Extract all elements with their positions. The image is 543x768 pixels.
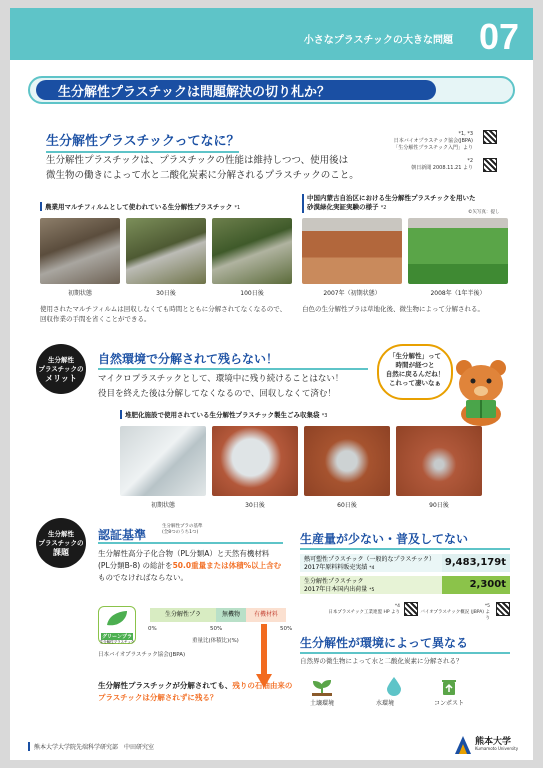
production-heading: 生産量が少ない・普及してない xyxy=(300,532,469,546)
university-emblem-icon xyxy=(453,734,473,756)
production-ref: *5 xyxy=(369,588,375,593)
mulch-photo-initial xyxy=(40,218,120,284)
issue-line: (PL分類B-8) の総計を xyxy=(98,561,173,570)
what-line: 生分解性プラスチックは、プラスチックの性能は維持しつつ、使用後は xyxy=(46,155,349,166)
university-name-en: Kumamoto University xyxy=(475,746,519,751)
merit-badge-line: 生分解性 xyxy=(48,356,74,364)
compost-photo-90days xyxy=(396,426,482,496)
mulch-photo-30days xyxy=(126,218,206,284)
production-value: 2,300t xyxy=(442,576,510,594)
production-value: 9,483,179t xyxy=(442,554,510,572)
poster xyxy=(10,8,533,760)
soil-plant-icon xyxy=(310,678,334,696)
production-ref-line: *4 xyxy=(394,604,400,609)
issue-badge-line: プラスチックの xyxy=(38,539,84,547)
qr-code[interactable] xyxy=(483,130,497,144)
ratio-segment-inorganic: 無機物 xyxy=(216,608,246,622)
compost-label: 60日後 xyxy=(337,502,357,509)
section-heading-what: 生分解性プラスチックってなに？ xyxy=(46,130,239,153)
greenpla-sub: 生分解性プラスチック xyxy=(99,640,135,644)
down-arrow-icon xyxy=(256,624,272,688)
conclusion-line: 生分解性プラスチックが分解されても、 xyxy=(98,681,233,690)
qr-code[interactable] xyxy=(496,602,510,616)
desert-photo-credit: ©矢写真：提し xyxy=(468,210,500,215)
series-title: 小さなプラスチックの大きな問題 xyxy=(303,35,453,46)
desert-caption-line: 砂漠緑化実証実験の様子 xyxy=(307,203,379,211)
merit-badge xyxy=(36,344,86,394)
environment-water-label: 水環境 xyxy=(376,700,395,707)
ref-line: *1, *3 xyxy=(458,131,473,137)
production-row-label xyxy=(304,578,444,595)
compost-caption xyxy=(120,410,327,419)
ratio-tick: 50% xyxy=(280,626,293,632)
production-heading-rule xyxy=(300,548,510,550)
mulch-note xyxy=(40,304,300,324)
production-label-line: 2017年日本国内出荷量 xyxy=(304,586,368,593)
issue-line: 生分解性高分子化合物（PL分類A）と天然有機材料 xyxy=(98,549,270,558)
issue-note-line: 生分解性プラの基準 xyxy=(162,524,203,529)
ref-line: 日本バイオプラスチック協会(JBPA) xyxy=(393,138,473,144)
issue-text xyxy=(98,548,298,584)
desert-photo-2007 xyxy=(302,218,402,284)
compost-label: 30日後 xyxy=(245,502,265,509)
issue-heading-note xyxy=(162,524,203,536)
issue-badge xyxy=(36,518,86,568)
mulch-label: 100日後 xyxy=(240,290,264,297)
bubble-line: 自然に戻るんだね！ xyxy=(385,370,445,378)
conclusion-highlight: プラスチックは分解されずに残る？ xyxy=(98,693,218,702)
ratio-segment-organic: 有機材料 xyxy=(246,608,286,622)
title-bar xyxy=(28,76,515,104)
ref-line: 「生分解性プラスチック入門」より xyxy=(393,145,473,151)
issue-badge-line: 生分解性 xyxy=(48,530,74,538)
compost-label: 初期状態 xyxy=(150,502,175,509)
production-ref-line: *5 xyxy=(484,604,490,609)
ratio-segment-biopla: 生分解性プラ xyxy=(150,608,216,622)
ratio-tick: 50% xyxy=(210,626,223,632)
issue-note-line: (全8つのうち1つ) xyxy=(162,530,199,535)
mulch-label: 30日後 xyxy=(156,290,176,297)
production-label-line: 生分解性プラスチック xyxy=(304,578,364,585)
merit-line: マイクロプラスチックとして、環境中に残り続けることはない！ xyxy=(98,374,344,384)
merit-heading: 自然環境で分解されて残らない！ xyxy=(98,352,279,366)
compost-bin-icon xyxy=(440,676,458,696)
environment-soil-label: 土壌環境 xyxy=(310,700,335,707)
environment-heading-rule xyxy=(300,652,510,654)
compost-caption-text: 堆肥化施設で使用されている生分解性プラスチック製生ごみ収集袋 xyxy=(125,411,320,419)
desert-ref: *2 xyxy=(380,205,387,211)
production-ref: *4 xyxy=(369,566,375,571)
desert-caption xyxy=(302,194,475,213)
desert-note: 白色の生分解性プラは草地化後、微生物によって分解される。 xyxy=(302,305,484,313)
compost-label: 90日後 xyxy=(429,502,449,509)
header-band xyxy=(10,8,533,60)
university-logo xyxy=(453,734,519,756)
qr-code[interactable] xyxy=(483,158,497,172)
production-ref-line: 日本プラスチック工業連盟 HP より xyxy=(328,610,400,615)
university-name: 熊本大学 xyxy=(475,737,512,747)
merit-badge-line: メリット xyxy=(45,374,77,383)
what-line: 微生物の働きによって水と二酸化炭素に分解されるプラスチックのこと。 xyxy=(46,170,359,181)
mulch-note-line: 使用されたマルチフィルムは回収しなくても時間とともに分解されてなくなるので、 xyxy=(40,305,287,313)
compost-ref: *3 xyxy=(321,413,328,419)
desert-caption-line: 中国内蒙古自治区における生分解性プラスチックを用いた xyxy=(307,194,476,202)
environment-heading: 生分解性が環境によって異なる xyxy=(300,636,469,650)
desert-label: 2008年（1年半後） xyxy=(430,290,486,297)
conclusion-highlight: 残りの石油由来の xyxy=(232,681,293,690)
jbpa-label: 日本バイオプラスチック協会(JBPA) xyxy=(98,652,186,658)
refs-top xyxy=(393,131,473,172)
ref-line: *2 xyxy=(467,158,473,164)
compost-photo-60days xyxy=(304,426,390,496)
ratio-axis-label: 重量比(体積比)(%) xyxy=(192,638,239,644)
merit-line: 役目を終えた後は分解してなくなるので、回収しなくて済む！ xyxy=(98,389,336,399)
mulch-caption xyxy=(40,202,240,211)
issue-highlight: 50.0重量または体積%以上含む xyxy=(172,561,282,570)
environment-compost-label: コンポスト xyxy=(434,700,465,707)
production-row xyxy=(300,576,510,594)
production-ref-left xyxy=(300,604,400,616)
mulch-note-line: 回収作業の手間を省くことができる。 xyxy=(40,315,151,323)
leaf-icon xyxy=(99,607,135,629)
mulch-ref: *1 xyxy=(234,205,241,211)
mulch-caption-text: 農業用マルチフィルムとして使われている生分解性プラスチック xyxy=(45,203,233,211)
production-label-line: 2017年原料料販売実績 xyxy=(304,564,368,571)
water-drop-icon xyxy=(386,676,402,696)
compost-photo-30days xyxy=(212,426,298,496)
issue-badge-line: 課題 xyxy=(53,548,69,557)
production-ref-line: バイオプラスチック概況 (JBPA) より xyxy=(420,610,490,621)
compost-photo-initial xyxy=(120,426,206,496)
production-row-label xyxy=(304,556,444,573)
footer-lab-name: 熊本大学大学院先端科学研究部 中田研究室 xyxy=(28,742,154,751)
qr-code[interactable] xyxy=(404,602,418,616)
mulch-label: 初期状態 xyxy=(67,290,92,297)
merit-heading-rule xyxy=(98,368,368,370)
ratio-tick: 0% xyxy=(148,626,157,632)
production-row xyxy=(300,554,510,572)
series-number: 07 xyxy=(478,16,519,57)
page-title: 生分解性プラスチックは問題解決の切り札か？ xyxy=(58,85,330,100)
issue-heading: 認証基準 xyxy=(98,528,147,542)
issue-line: ものでなければならない。 xyxy=(98,573,188,582)
issue-conclusion xyxy=(98,680,298,704)
bubble-line: 「生分解性」って xyxy=(389,352,441,360)
section-what-text xyxy=(46,153,376,183)
mulch-photo-100days xyxy=(212,218,292,284)
merit-text xyxy=(98,372,388,402)
greenpla-label: グリーンプラ xyxy=(102,634,132,640)
ref-line: 朝日新聞 2008.11.21 より xyxy=(411,165,473,171)
greenpla-mark xyxy=(98,606,136,644)
desert-photo-2008 xyxy=(408,218,508,284)
bubble-line: 時間が経つと xyxy=(395,361,435,369)
desert-label: 2007年（初期状態） xyxy=(323,290,381,297)
bear-mascot-icon xyxy=(450,356,512,426)
issue-heading-rule xyxy=(98,542,283,544)
merit-badge-line: プラスチックの xyxy=(38,365,84,373)
bubble-line: これって凄いなぁ xyxy=(389,379,441,387)
footer xyxy=(10,728,533,760)
production-label-line: 熱可塑性プラスチック（一般的なプラスチック） xyxy=(304,556,436,563)
speech-bubble xyxy=(377,344,453,400)
production-ref-right xyxy=(420,604,490,622)
environment-text: 自然界の微生物によって水と二酸化炭素に分解される？ xyxy=(300,657,463,665)
